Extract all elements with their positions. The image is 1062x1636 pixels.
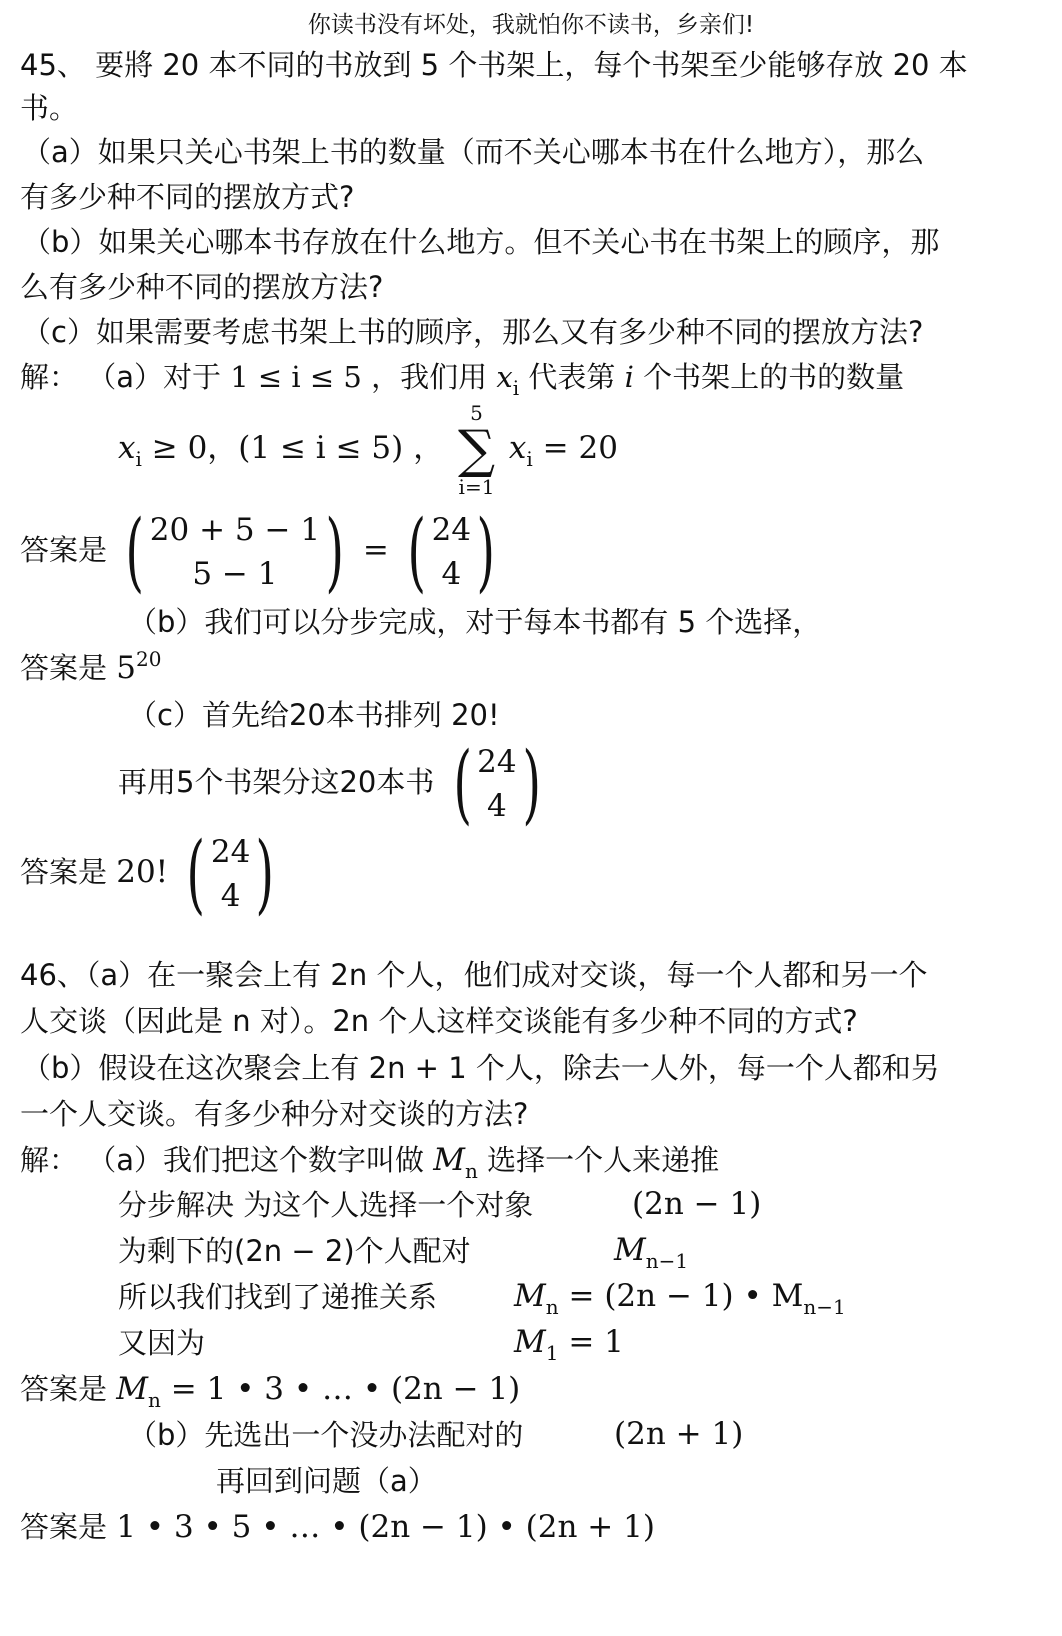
step2-math bbox=[614, 1231, 689, 1273]
answer-label: 答案是 bbox=[20, 1510, 108, 1544]
binomial-equals: = bbox=[362, 532, 389, 568]
sum-body-subscript: i bbox=[526, 447, 533, 471]
solution-label: 解： bbox=[20, 360, 79, 394]
power-exponent: 20 bbox=[135, 647, 162, 671]
step4-M: M bbox=[514, 1324, 546, 1360]
step3-recurrence bbox=[514, 1277, 846, 1319]
answer-45-a bbox=[20, 502, 505, 602]
binomial-20-plus-5-minus-1: ( 20 + 5 − 1 5 − 1 ) bbox=[125, 502, 345, 602]
step2-text: 再用5个书架分这20本书 bbox=[118, 765, 435, 799]
summation bbox=[458, 402, 495, 498]
solution-label: 解： bbox=[20, 1143, 79, 1177]
problem-45-part-b-line1: （b）如果关心哪本书存放在什么地方。但不关心书在书架上的顾序，那 bbox=[22, 225, 940, 259]
problem-46-line2: 人交谈（因此是 n 对）。2n 个人这样交谈能有多少种不同的方式? bbox=[20, 1004, 858, 1038]
summation-sigma: ∑ bbox=[457, 419, 496, 480]
summation-lower-limit: i=1 bbox=[458, 474, 495, 499]
binomial-24-choose-4: ( 24 4 ) bbox=[453, 734, 541, 834]
step1-math: (2n − 1) bbox=[632, 1186, 762, 1222]
constraint-x: x bbox=[118, 430, 136, 466]
range-expression: 1 ≤ i ≤ 5 bbox=[230, 360, 362, 394]
header-banner: 你读书没有坏处，我就怕你不读书，乡亲们! bbox=[307, 12, 755, 38]
binomial-top: 20 + 5 − 1 bbox=[149, 512, 321, 548]
step4-text: 又因为 bbox=[118, 1326, 206, 1360]
solution-a-mid2: 代表第 bbox=[528, 360, 616, 394]
step4-equals: = 1 bbox=[568, 1324, 624, 1360]
answer-label: 答案是 bbox=[20, 1372, 108, 1406]
binomial-top: 24 bbox=[431, 512, 472, 548]
problem-46-part-b-line2: 一个人交谈。有多少种分对交谈的方法? bbox=[20, 1097, 529, 1131]
sequence-M: M bbox=[433, 1142, 465, 1178]
solution-45-part-c-step2 bbox=[118, 734, 550, 834]
answer-product: = 1 • 3 • … • (2n − 1) bbox=[170, 1371, 521, 1407]
step4-base-case bbox=[514, 1323, 624, 1365]
answer-45-c bbox=[20, 824, 284, 924]
binomial-bottom: 4 bbox=[441, 556, 462, 592]
step3-M-subscript: n bbox=[545, 1295, 559, 1319]
binomial-bottom: 5 − 1 bbox=[192, 556, 278, 592]
problem-45-part-a-line1: （a）如果只关心书架上书的数量（而不关心哪本书在什么地方），那么 bbox=[22, 135, 925, 169]
answer-M-subscript: n bbox=[147, 1388, 161, 1412]
factorial-20: 20! bbox=[116, 854, 169, 890]
answer-M: M bbox=[116, 1371, 148, 1407]
binomial-top: 24 bbox=[210, 834, 251, 870]
problem-45-part-c-line1: （c）如果需要考虑书架上书的顾序，那么又有多少种不同的摆放方法? bbox=[22, 315, 924, 349]
step1-text: 分步解决 为这个人选择一个对象 bbox=[118, 1188, 534, 1222]
variable-x: x bbox=[496, 360, 513, 394]
answer-46-b bbox=[20, 1508, 655, 1546]
answer-product: 1 • 3 • 5 • … • (2n − 1) • (2n + 1) bbox=[116, 1509, 655, 1545]
step3-mid: = (2n − 1) • M bbox=[568, 1278, 804, 1314]
binomial-24-choose-4: ( 24 4 ) bbox=[186, 824, 275, 924]
problem-45-line1: 45、 要將 20 本不同的书放到 5 个书架上，每个书架至少能够存放 20 本 bbox=[20, 48, 968, 82]
sum-equals: = 20 bbox=[542, 430, 618, 466]
solution-a-text: （a）我们把这个数字叫做 bbox=[87, 1143, 425, 1177]
sum-body-x: x bbox=[508, 430, 527, 466]
answer-46-a bbox=[20, 1370, 521, 1412]
step4-M-subscript: 1 bbox=[545, 1341, 559, 1365]
sequence-M-subscript: n bbox=[464, 1159, 478, 1183]
answer-label: 答案是 bbox=[20, 855, 108, 889]
problem-45-part-b-line2: 么有多少种不同的摆放方法? bbox=[20, 270, 384, 304]
step3-M2-subscript: n−1 bbox=[803, 1295, 846, 1319]
answer-45-b bbox=[20, 649, 161, 687]
constraint-x-subscript: i bbox=[135, 447, 142, 471]
solution-a-tail: 选择一个人来递推 bbox=[487, 1143, 720, 1177]
problem-45-line2: 书。 bbox=[20, 91, 79, 125]
problem-46-line1: 46、（a）在一聚会上有 2n 个人，他们成对交谈，每一个人都和另一个 bbox=[20, 958, 928, 992]
solution-46-part-a bbox=[20, 1141, 720, 1183]
problem-46-part-b-line1: （b）假设在这次聚会上有 2n + 1 个人，除去一人外，每一个人都和另 bbox=[22, 1051, 940, 1085]
answer-label: 答案是 bbox=[20, 651, 108, 685]
step3-M: M bbox=[514, 1278, 546, 1314]
step2-M-subscript: n−1 bbox=[645, 1249, 689, 1273]
binomial-bottom: 4 bbox=[220, 878, 241, 914]
step3-text: 所以我们找到了递推关系 bbox=[118, 1280, 438, 1314]
solution-a-suffix: 个书架上的书的数量 bbox=[643, 360, 905, 394]
constraint-text: ≥ 0，(1 ≤ i ≤ 5) ， bbox=[151, 430, 445, 466]
power-base: 5 bbox=[116, 650, 136, 686]
solution-46-part-b-step2: 再回到问题（a） bbox=[216, 1464, 437, 1498]
variable-x-subscript: i bbox=[512, 376, 520, 400]
constraint-equation bbox=[118, 398, 618, 498]
binomial-bottom: 4 bbox=[487, 788, 507, 824]
step2-text: 为剩下的(2n − 2)个人配对 bbox=[118, 1234, 471, 1268]
answer-label: 答案是 bbox=[20, 533, 108, 567]
step2-M: M bbox=[614, 1232, 646, 1268]
solution-46-part-b-math: (2n + 1) bbox=[614, 1416, 744, 1452]
problem-45-part-a-line2: 有多少种不同的摆放方式? bbox=[20, 180, 355, 214]
binomial-top: 24 bbox=[477, 744, 517, 780]
solution-a-prefix: （a）对于 bbox=[87, 360, 222, 394]
summation-upper-limit: 5 bbox=[470, 400, 483, 425]
solution-46-part-b: （b）先选出一个没办法配对的 bbox=[128, 1418, 524, 1452]
solution-45-part-c: （c）首先给20本书排列 20! bbox=[128, 698, 500, 732]
solution-a-mid: ，我们用 bbox=[371, 360, 488, 394]
solution-45-part-b: （b）我们可以分步完成，对于每本书都有 5 个选择， bbox=[128, 605, 822, 639]
variable-i: i bbox=[624, 360, 634, 394]
binomial-24-choose-4: ( 24 4 ) bbox=[407, 502, 496, 602]
solution-45-part-a bbox=[20, 358, 905, 400]
